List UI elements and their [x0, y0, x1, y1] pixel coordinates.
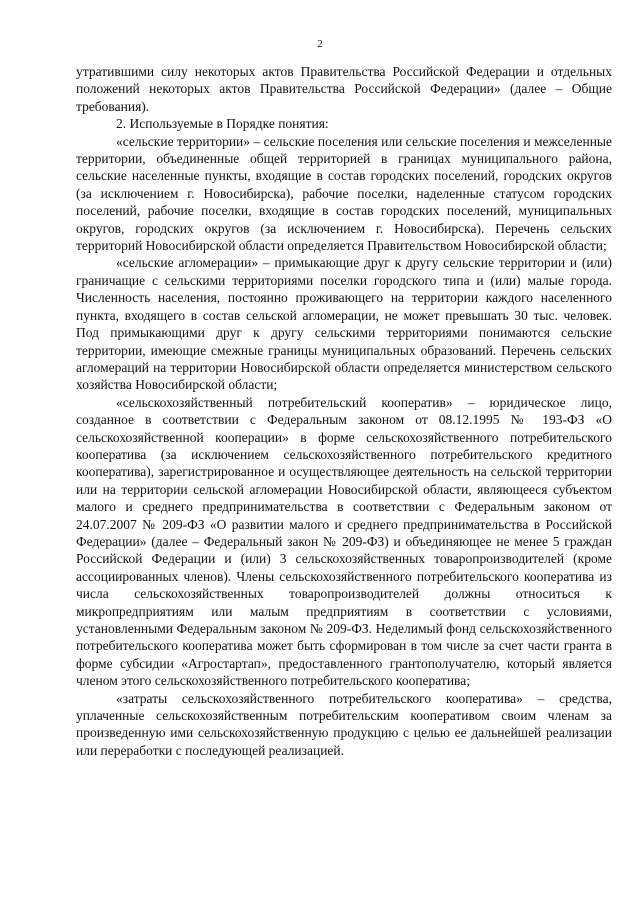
paragraph-cooperative-costs: «затраты сельскохозяйственного потребительского кооператива» – средства, уплаченные сельскохозяйственным потребительским кооперативом своим членам за произведенную ими сельскохозяйственную продукцию с целью ее дальнейшей реализации или переработки с последующей реализацией. [76, 690, 612, 758]
paragraph-general-requirements: утратившими силу некоторых актов Правительства Российской Федерации и отдельных положений некоторых актов Правительства Российской Федерации» (далее – Общие требования). [76, 64, 612, 114]
document-body [76, 63, 612, 759]
paragraph-agricultural-cooperative: «сельскохозяйственный потребительский кооператив» – юридическое лицо, созданное в соответствии с Федеральным законом от 08.12.1995 № 193-ФЗ «О сельскохозяйственной кооперации» в форме сельскохозяйственного потребительского кооператива (за исключением сельскохозяйственного потребительского кредитного кооператива), зарегистрированное и осуществляющее деятельность на сельской территории или на территории сельской агломерации Новосибирской области, являющееся субъектом малого и среднего предпринимательства в соответствии с Федеральным законом от 24.07.2007 № 209-ФЗ «О развитии малого и среднего предпринимательства в Российской Федерации» (далее – Федеральный закон № 209-ФЗ) и объединяющее не менее 5 граждан Российской Федерации и (или) 3 сельскохозяйственных товаропроизводителей (кроме ассоциированных членов). Члены сельскохозяйственного потребительского кооператива из числа сельскохозяйственных товаропроизводителей должны относиться к микропредприятиям или малым предприятиям в соответствии с условиями, установленными Федеральным законом № 209-ФЗ. Неделимый фонд сельскохозяйственного потребительского кооператива может быть сформирован в том числе за счет части гранта в форме субсидии «Агростартап», предоставленного грантополучателю, который является членом этого сельскохозяйственного потребительского кооператива; [76, 394, 612, 689]
paragraph-rural-territories: «сельские территории» – сельские поселения или сельские поселения и межселенные территории, объединенные общей территорией в границах муниципального района, сельские населенные пункты, входящие в состав городских поселений, городских округов (за исключением г. Новосибирска), рабочие поселки, наделенные статусом городских поселений, рабочие поселки, входящие в состав городских поселений, муниципальных округов, городских округов (за исключением г. Новосибирска). Перечень сельских территорий Новосибирской области определяется Правительством Новосибирской области; [76, 133, 612, 254]
paragraph-rural-agglomerations: «сельские агломерации» – примыкающие друг к другу сельские территории и (или) граничащие с сельскими территориями поселки городского типа и (или) малые города. Численность населения, постоянно проживающего на территории каждого населенного пункта, входящего в состав сельской агломерации, не может превышать 30 тыс. человек. Под примыкающими друг к другу сельскими территориями понимаются сельские территории, имеющие смежные границы муниципальных образований. Перечень сельских агломераций на территории Новосибирской области определяется министерством сельского хозяйства Новосибирской области; [76, 255, 612, 393]
page-number: 2 [317, 38, 323, 50]
paragraph-terms-heading: 2. Используемые в Порядке понятия: [116, 116, 329, 132]
